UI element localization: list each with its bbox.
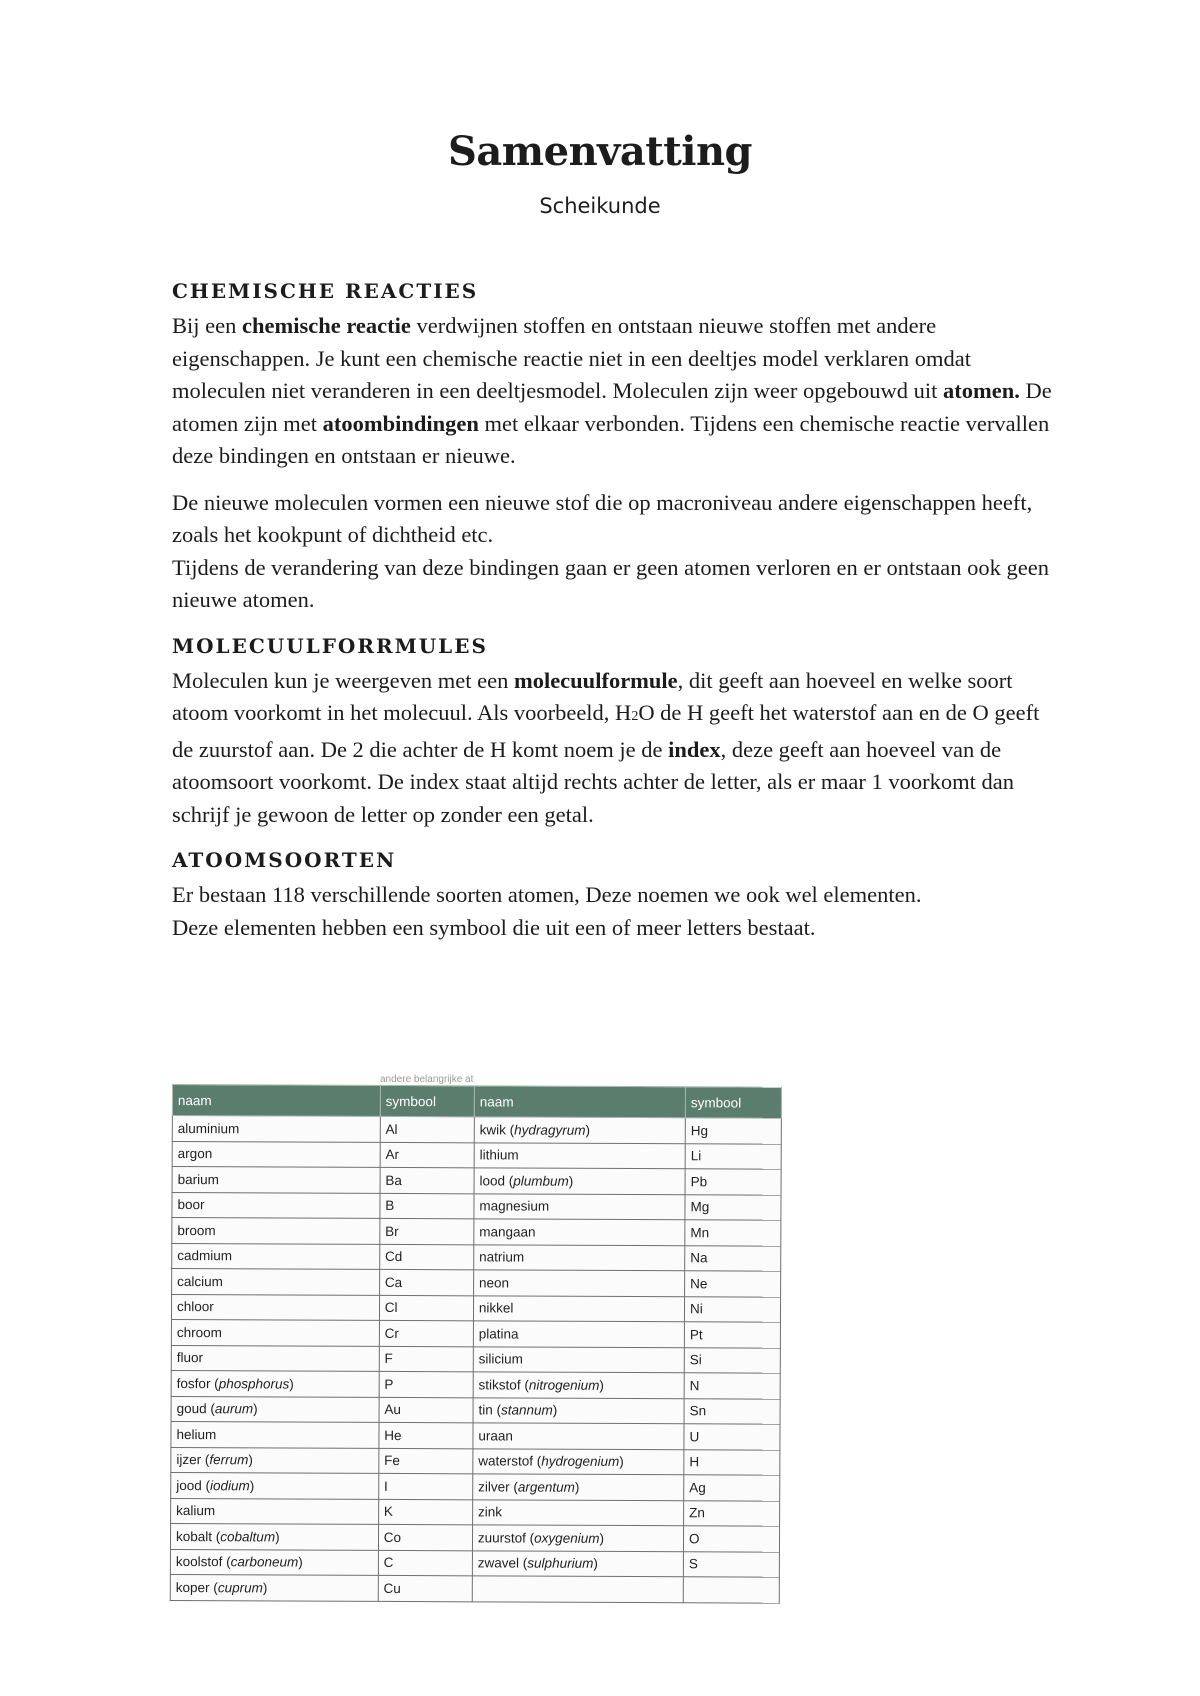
element-name-cell: argon	[172, 1141, 380, 1167]
column-header: naam	[172, 1085, 380, 1117]
element-symbol-cell: S	[683, 1551, 779, 1577]
paragraph-nieuwe-moleculen: De nieuwe moleculen vormen een nieuwe stof die op macroniveau andere eigenschappen heeft, zoals het kookpunt of dichtheid etc.	[172, 489, 1033, 547]
text-run: met elkaar verbonden. Tijdens een chemische reactie vervallen deze bindingen en ontstaan er nieuwe.	[172, 410, 1050, 468]
element-symbol-cell: Al	[380, 1116, 474, 1142]
table-row	[171, 1447, 780, 1475]
section-heading-atoomsoorten: ATOOMSOORTEN	[172, 848, 397, 872]
element-name-cell: cadmium	[172, 1243, 380, 1269]
element-symbol-cell: Hg	[685, 1118, 781, 1144]
table-row	[170, 1523, 779, 1551]
text-run: Bij een	[172, 313, 242, 338]
element-name-cell: waterstof (hydrogenium)	[473, 1448, 684, 1474]
element-symbol-cell: Sn	[684, 1398, 780, 1424]
table-row	[172, 1218, 781, 1246]
section-heading-molecuulformules: MOLECUULFORRMULES	[172, 633, 488, 658]
bold-term: atoombindingen	[322, 410, 479, 436]
table-row	[171, 1345, 780, 1373]
element-name-cell: aluminium	[172, 1116, 380, 1142]
element-name-cell: zilver (argentum)	[473, 1474, 684, 1500]
paragraph-molecuulformule	[172, 665, 1052, 832]
element-symbol-cell: Cd	[379, 1244, 473, 1270]
text-run: O de H geeft het waterstof aan en de O geeft de zuurstof aan. De 2 die achter de H komt noem je de	[172, 700, 1040, 762]
table-row	[171, 1370, 780, 1398]
element-symbol-cell: Cu	[378, 1575, 472, 1601]
element-symbol-cell: Mn	[685, 1220, 781, 1246]
table-body	[170, 1116, 781, 1603]
element-name-cell: mangaan	[474, 1219, 685, 1245]
paragraph-geen-atomen-verloren: Tijdens de verandering van deze bindingen gaan er geen atomen verloren en er ontstaan ook geen nieuwe atomen.	[172, 554, 1049, 612]
table-row	[170, 1549, 779, 1577]
element-symbol-cell: H	[684, 1449, 780, 1475]
element-symbol-cell: Ag	[684, 1475, 780, 1501]
table-row	[171, 1396, 780, 1424]
element-symbol-cell: Cr	[379, 1320, 473, 1346]
element-symbol-cell: Zn	[684, 1500, 780, 1526]
table-row	[172, 1141, 781, 1169]
element-symbol-cell: P	[379, 1371, 473, 1397]
element-name-cell: calcium	[172, 1269, 380, 1295]
element-name-cell: kalium	[171, 1498, 379, 1524]
element-table-image	[170, 1084, 782, 1603]
element-symbol-cell: Br	[380, 1218, 474, 1244]
element-symbol-cell: O	[683, 1526, 779, 1552]
element-name-cell: magnesium	[474, 1193, 685, 1219]
table-row	[172, 1116, 781, 1144]
element-symbol-cell: N	[684, 1373, 780, 1399]
paragraph-atoomsoorten-2: Deze elementen hebben een symbool die uit een of meer letters bestaat.	[172, 914, 816, 940]
table-row	[171, 1472, 780, 1500]
element-name-cell: helium	[171, 1421, 379, 1447]
element-symbol-cell: Ni	[684, 1296, 780, 1322]
text-run: De atomen zijn met	[172, 378, 1052, 436]
element-symbol-cell: Ar	[380, 1142, 474, 1168]
element-symbol-cell: Co	[378, 1524, 472, 1550]
element-symbol-cell: Cl	[379, 1295, 473, 1321]
page-subtitle: Scheikunde	[539, 194, 661, 218]
element-name-cell: broom	[172, 1218, 380, 1244]
element-symbol-cell: U	[684, 1424, 780, 1450]
paragraph-atoomsoorten-1: Er bestaan 118 verschillende soorten atomen, Deze noemen we ook wel elementen.	[172, 882, 922, 907]
element-name-cell: zwavel (sulphurium)	[472, 1550, 683, 1576]
column-header: symbool	[685, 1087, 781, 1118]
section-heading-chemische-reacties: CHEMISCHE REACTIES	[172, 279, 479, 303]
element-name-cell: uraan	[473, 1423, 684, 1449]
table-header-row	[172, 1085, 781, 1119]
element-symbol-cell: C	[378, 1550, 472, 1576]
element-symbol-cell: He	[379, 1422, 473, 1448]
element-name-cell	[472, 1576, 683, 1602]
element-name-cell: kwik (hydragyrum)	[474, 1117, 685, 1143]
element-name-cell: neon	[473, 1270, 684, 1296]
element-symbol-cell: Pb	[685, 1169, 781, 1195]
element-name-cell: goud (aurum)	[171, 1396, 379, 1422]
table-row	[171, 1498, 780, 1526]
document-body	[172, 276, 1052, 958]
element-symbol-cell: F	[379, 1346, 473, 1372]
element-symbol-cell: Au	[379, 1397, 473, 1423]
bold-term: index	[668, 736, 721, 762]
element-symbol-cell: Ca	[379, 1269, 473, 1295]
text-run: Moleculen kun je weergeven met een	[172, 667, 514, 693]
element-name-cell: lithium	[474, 1142, 685, 1168]
element-symbol-cell	[683, 1577, 779, 1603]
element-symbol-cell: Ba	[380, 1167, 474, 1193]
scan-fragment-text: andere belangrijke at	[380, 1074, 474, 1084]
column-header: symbool	[380, 1085, 474, 1116]
page-title: Samenvatting	[447, 128, 753, 175]
table-row	[171, 1421, 780, 1449]
column-header: naam	[474, 1086, 685, 1118]
element-name-cell: koolstof (carboneum)	[170, 1549, 378, 1575]
table-row	[172, 1243, 781, 1271]
element-table	[170, 1084, 782, 1603]
element-symbol-cell: K	[378, 1499, 472, 1525]
element-name-cell: tin (stannum)	[473, 1397, 684, 1423]
element-symbol-cell: Mg	[685, 1194, 781, 1220]
table-row	[170, 1574, 779, 1602]
element-name-cell: fosfor (phosphorus)	[171, 1370, 379, 1396]
element-name-cell: platina	[473, 1321, 684, 1347]
element-name-cell: silicium	[473, 1346, 684, 1372]
element-name-cell: ijzer (ferrum)	[171, 1447, 379, 1473]
table-row	[171, 1294, 780, 1322]
element-name-cell: jood (iodium)	[171, 1472, 379, 1498]
element-name-cell: natrium	[474, 1244, 685, 1270]
element-name-cell: lood (plumbum)	[474, 1168, 685, 1194]
element-name-cell: chloor	[171, 1294, 379, 1320]
element-name-cell: stikstof (nitrogenium)	[473, 1372, 684, 1398]
text-run: , deze geeft aan hoeveel van de atoomsoort voorkomt. De index staat altijd rechts achter de letter, als er maar 1 voorkomt dan schrijf je gewoon de letter op zonder een getal.	[172, 736, 1014, 827]
table-row	[172, 1269, 781, 1297]
element-name-cell: zuurstof (oxygenium)	[472, 1525, 683, 1551]
subscript-index: 2	[631, 709, 639, 724]
element-name-cell: boor	[172, 1192, 380, 1218]
element-symbol-cell: Si	[684, 1347, 780, 1373]
element-symbol-cell: B	[380, 1193, 474, 1219]
table-row	[172, 1167, 781, 1195]
text-run: verdwijnen stoffen en ontstaan nieuwe stoffen met andere eigenschappen. Je kunt een chemische reactie niet in een deeltjes model verklaren omdat moleculen niet veranderen in een deeltjesmodel. Moleculen zijn weer opgebouwd uit	[172, 313, 972, 403]
table-row	[172, 1192, 781, 1220]
paragraph-chemische-reactie	[172, 310, 1052, 473]
text-run: , dit geeft aan hoeveel en welke soort atoom voorkomt in het molecuul. Als voorbeeld, H	[172, 667, 1013, 725]
element-name-cell: kobalt (cobaltum)	[170, 1523, 378, 1549]
element-name-cell: nikkel	[473, 1295, 684, 1321]
element-symbol-cell: Fe	[379, 1448, 473, 1474]
bold-term: molecuulformule	[513, 667, 678, 693]
element-symbol-cell: Ne	[685, 1271, 781, 1297]
element-symbol-cell: Na	[685, 1245, 781, 1271]
bold-term: chemische reactie	[241, 313, 411, 338]
element-symbol-cell: Pt	[684, 1322, 780, 1348]
element-symbol-cell: Li	[685, 1143, 781, 1169]
element-name-cell: koper (cuprum)	[170, 1574, 378, 1600]
element-symbol-cell: I	[378, 1473, 472, 1499]
element-name-cell: zink	[472, 1499, 683, 1525]
element-name-cell: fluor	[171, 1345, 379, 1371]
table-row	[171, 1320, 780, 1348]
element-name-cell: barium	[172, 1167, 380, 1193]
bold-term: atomen.	[942, 378, 1020, 403]
element-name-cell: chroom	[171, 1320, 379, 1346]
